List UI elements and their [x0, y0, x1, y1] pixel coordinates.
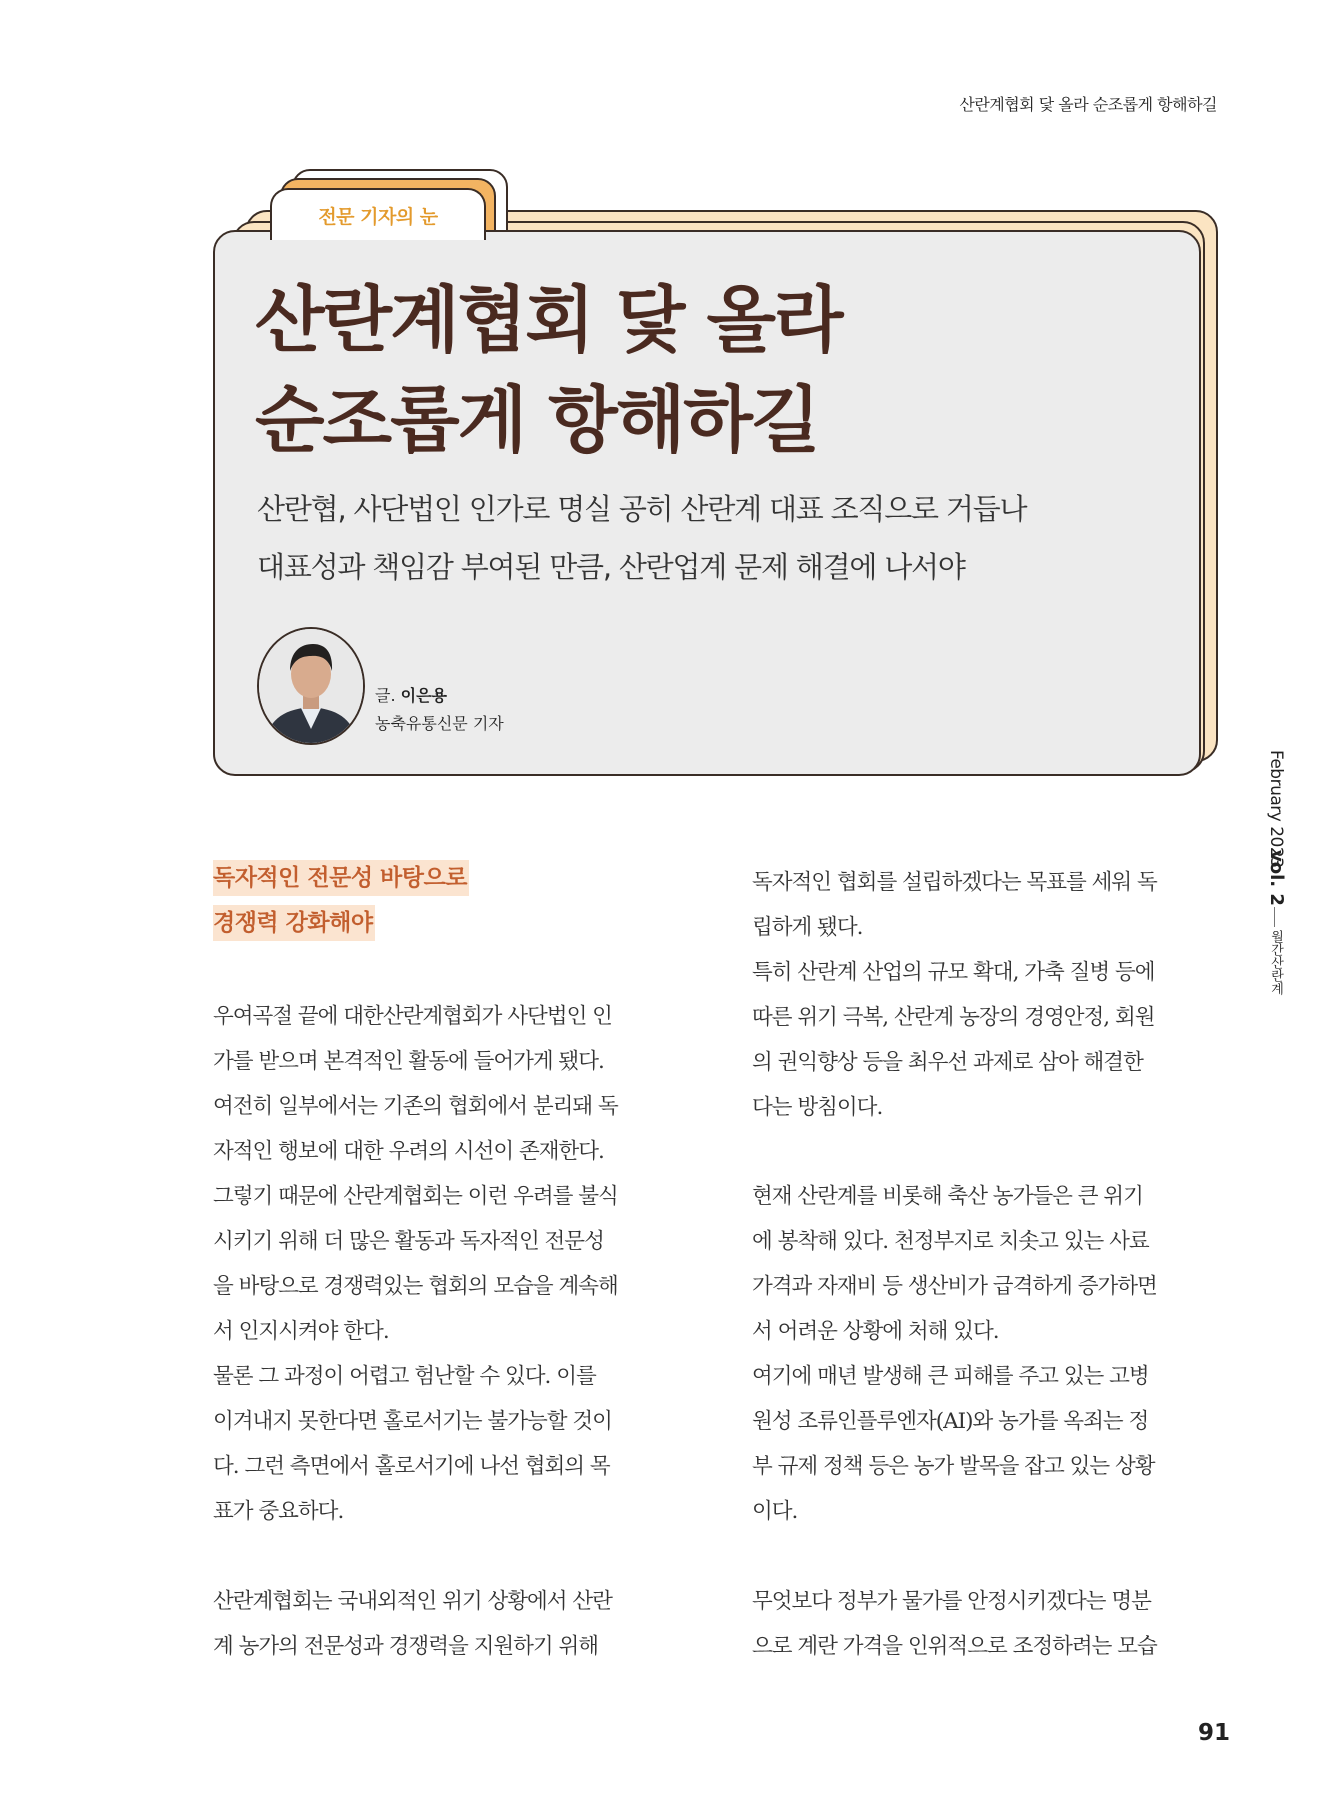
text-line: 에 봉착해 있다. 천정부지로 치솟고 있는 사료: [752, 1229, 1149, 1254]
author-affiliation: 농축유통신문 기자: [375, 714, 504, 733]
byline-author-row: [375, 682, 504, 710]
author-portrait-icon: [259, 629, 363, 743]
article-title: [255, 270, 842, 470]
paragraph: [752, 1579, 1157, 1669]
text-line: 시키기 위해 더 많은 활동과 독자적인 전문성: [213, 1229, 604, 1254]
issue-sidebar: [1266, 750, 1316, 1010]
column-tab-label: 전문 기자의 눈: [318, 205, 438, 228]
article-title-line: 산란계협회 닻 올라: [255, 278, 842, 362]
text-line: 여기에 매년 발생해 큰 피해를 주고 있는 고병: [752, 1364, 1149, 1389]
section-heading-line: 독자적인 전문성 바탕으로: [213, 860, 469, 896]
author-photo: [257, 627, 365, 745]
text-line: 계 농가의 전문성과 경쟁력을 지원하기 위해: [213, 1634, 599, 1659]
author-name: 이은용: [400, 686, 448, 705]
text-line: 그렇기 때문에 산란계협회는 이런 우려를 불식: [213, 1184, 618, 1209]
text-line: 부 규제 정책 등은 농가 발목을 잡고 있는 상황: [752, 1454, 1155, 1479]
title-card: [213, 230, 1201, 776]
sidebar-divider: [1274, 907, 1275, 927]
text-line: 따른 위기 극복, 산란계 농장의 경영안정, 회원: [752, 1005, 1155, 1030]
text-line: 독자적인 협회를 설립하겠다는 목표를 세워 독: [752, 870, 1157, 895]
text-line: 산란계협회는 국내외적인 위기 상황에서 산란: [213, 1589, 612, 1614]
paragraph: [213, 1579, 612, 1669]
text-line: 자적인 행보에 대한 우려의 시선이 존재한다.: [213, 1139, 604, 1164]
text-line: 이다.: [752, 1499, 798, 1524]
paragraph: [752, 1174, 1157, 1534]
text-line: 서 인지시켜야 한다.: [213, 1319, 389, 1344]
text-line: 으로 계란 가격을 인위적으로 조정하려는 모습: [752, 1634, 1157, 1659]
text-line: 가격과 자재비 등 생산비가 급격하게 증가하면: [752, 1274, 1157, 1299]
text-line: 현재 산란계를 비롯해 축산 농가들은 큰 위기: [752, 1184, 1143, 1209]
article-subtitle: [257, 480, 1026, 596]
byline-prefix: 글.: [375, 686, 401, 705]
article-subtitle-line: 산란협, 사단법인 인가로 명실 공히 산란계 대표 조직으로 거듭나: [257, 492, 1027, 526]
article-title-line: 순조롭게 항해하길: [255, 378, 819, 462]
issue-date: February 2023: [1266, 750, 1286, 868]
section-heading: [213, 860, 469, 950]
column-tab: [270, 188, 486, 240]
paragraph: [752, 860, 1157, 1130]
text-line: 여전히 일부에서는 기존의 협회에서 분리돼 독: [213, 1094, 618, 1119]
text-line: 이겨내지 못한다면 홀로서기는 불가능할 것이: [213, 1409, 612, 1434]
issue-volume: vol. 2: [1266, 850, 1287, 906]
running-head: 산란계협회 닻 올라 순조롭게 항해하길: [959, 95, 1217, 114]
text-line: 물론 그 과정이 어렵고 험난할 수 있다. 이를: [213, 1364, 596, 1389]
text-line: 표가 중요하다.: [213, 1499, 344, 1524]
text-line: 서 어려운 상황에 처해 있다.: [752, 1319, 999, 1344]
page-number: 91: [1198, 1720, 1231, 1746]
text-line: 을 바탕으로 경쟁력있는 협회의 모습을 계속해: [213, 1274, 618, 1299]
text-line: 의 권익향상 등을 최우선 과제로 삼아 해결한: [752, 1050, 1143, 1075]
magazine-name: 월간산란계: [1268, 930, 1283, 995]
text-line: 가를 받으며 본격적인 활동에 들어가게 됐다.: [213, 1049, 604, 1074]
byline: [375, 682, 504, 738]
text-line: 무엇보다 정부가 물가를 안정시키겠다는 명분: [752, 1589, 1151, 1614]
article-subtitle-line: 대표성과 책임감 부여된 만큼, 산란업계 문제 해결에 나서야: [257, 550, 965, 584]
text-line: 원성 조류인플루엔자(AI)와 농가를 옥죄는 정: [752, 1409, 1149, 1434]
text-line: 특히 산란계 산업의 규모 확대, 가축 질병 등에: [752, 960, 1155, 985]
text-line: 다는 방침이다.: [752, 1095, 883, 1120]
paragraph: [213, 994, 618, 1534]
text-line: 다. 그런 측면에서 홀로서기에 나선 협회의 목: [213, 1454, 610, 1479]
text-line: 립하게 됐다.: [752, 915, 863, 940]
section-heading-line: 경쟁력 강화해야: [213, 905, 375, 941]
text-line: 우여곡절 끝에 대한산란계협회가 사단법인 인: [213, 1004, 612, 1029]
